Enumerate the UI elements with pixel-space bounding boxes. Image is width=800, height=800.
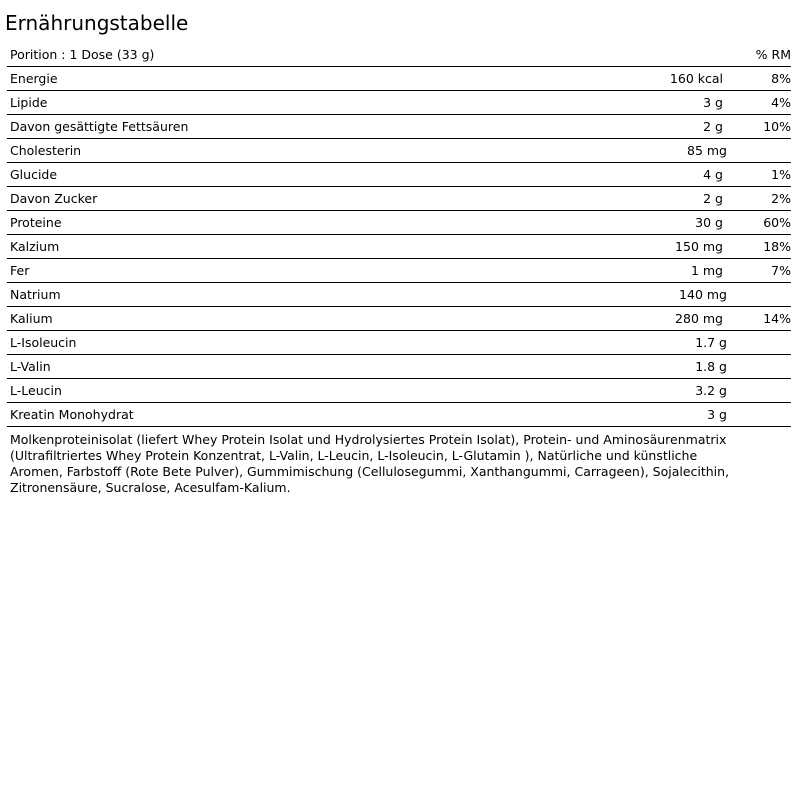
nutrient-rm bbox=[729, 331, 791, 355]
nutrient-rm: 8% bbox=[729, 67, 791, 91]
nutrient-name: Fer bbox=[7, 259, 607, 283]
table-row bbox=[7, 259, 791, 283]
nutrient-rm: 14% bbox=[729, 307, 791, 331]
nutrient-rm bbox=[729, 403, 791, 427]
nutrition-table bbox=[7, 43, 791, 427]
table-row bbox=[7, 307, 791, 331]
page-title: Ernährungstabelle bbox=[5, 11, 189, 35]
nutrient-rm: 7% bbox=[729, 259, 791, 283]
nutrient-amount: 150 mg bbox=[607, 235, 729, 259]
table-row bbox=[7, 139, 791, 163]
nutrient-amount: 1.8 g bbox=[607, 355, 729, 379]
nutrient-rm: 18% bbox=[729, 235, 791, 259]
table-row bbox=[7, 235, 791, 259]
table-row bbox=[7, 163, 791, 187]
table-row bbox=[7, 91, 791, 115]
portion-label: Porition : 1 Dose (33 g) bbox=[7, 43, 729, 67]
nutrient-name: Cholesterin bbox=[7, 139, 607, 163]
nutrient-rm: 4% bbox=[729, 91, 791, 115]
nutrient-rm: 2% bbox=[729, 187, 791, 211]
nutrient-amount: 2 g bbox=[607, 187, 729, 211]
table-row bbox=[7, 187, 791, 211]
table-row bbox=[7, 283, 791, 307]
table-row bbox=[7, 211, 791, 235]
nutrient-amount: 4 g bbox=[607, 163, 729, 187]
nutrient-rm: 10% bbox=[729, 115, 791, 139]
table-row bbox=[7, 403, 791, 427]
nutrient-name: Natrium bbox=[7, 283, 607, 307]
nutrient-amount: 140 mg bbox=[607, 283, 729, 307]
nutrient-amount: 2 g bbox=[607, 115, 729, 139]
nutrient-amount: 3 g bbox=[607, 91, 729, 115]
table-row bbox=[7, 379, 791, 403]
table-header-row bbox=[7, 43, 791, 67]
nutrient-name: L-Leucin bbox=[7, 379, 607, 403]
nutrient-amount: 1.7 g bbox=[607, 331, 729, 355]
nutrient-rm bbox=[729, 355, 791, 379]
nutrient-amount: 30 g bbox=[607, 211, 729, 235]
table-row bbox=[7, 331, 791, 355]
nutrient-name: Proteine bbox=[7, 211, 607, 235]
nutrient-amount: 1 mg bbox=[607, 259, 729, 283]
nutrient-name: Davon Zucker bbox=[7, 187, 607, 211]
nutrient-rm bbox=[729, 283, 791, 307]
nutrient-name: Kalium bbox=[7, 307, 607, 331]
nutrient-name: L-Valin bbox=[7, 355, 607, 379]
nutrient-rm: 1% bbox=[729, 163, 791, 187]
nutrient-amount: 3 g bbox=[607, 403, 729, 427]
table-row bbox=[7, 355, 791, 379]
ingredients-text: Molkenproteinisolat (liefert Whey Protein Isolat und Hydrolysiertes Protein Isolat), Protein- und Aminosäurenmatrix (Ultrafiltriertes Whey Protein Konzentrat, L-Valin, L-Leucin, L-Isoleucin, L-Glutamin ), Natürliche und künstliche Aromen, Farbstoff (Rote Bete Pulver), Gummimischung (Cellulosegummi, Xanthangummi, Carrageen), Sojalecithin, Zitronensäure, Sucralose, Acesulfam-Kalium. bbox=[10, 432, 730, 495]
nutrient-amount: 280 mg bbox=[607, 307, 729, 331]
rm-header: % RM bbox=[729, 43, 791, 67]
nutrient-rm: 60% bbox=[729, 211, 791, 235]
nutrient-name: Kreatin Monohydrat bbox=[7, 403, 607, 427]
nutrient-name: L-Isoleucin bbox=[7, 331, 607, 355]
nutrient-amount: 85 mg bbox=[607, 139, 729, 163]
nutrient-name: Davon gesättigte Fettsäuren bbox=[7, 115, 607, 139]
nutrient-amount: 3.2 g bbox=[607, 379, 729, 403]
nutrient-rm bbox=[729, 139, 791, 163]
table-row bbox=[7, 115, 791, 139]
nutrient-name: Lipide bbox=[7, 91, 607, 115]
table-row bbox=[7, 67, 791, 91]
nutrient-name: Kalzium bbox=[7, 235, 607, 259]
nutrient-rm bbox=[729, 379, 791, 403]
nutrient-amount: 160 kcal bbox=[607, 67, 729, 91]
nutrient-name: Energie bbox=[7, 67, 607, 91]
nutrient-name: Glucide bbox=[7, 163, 607, 187]
